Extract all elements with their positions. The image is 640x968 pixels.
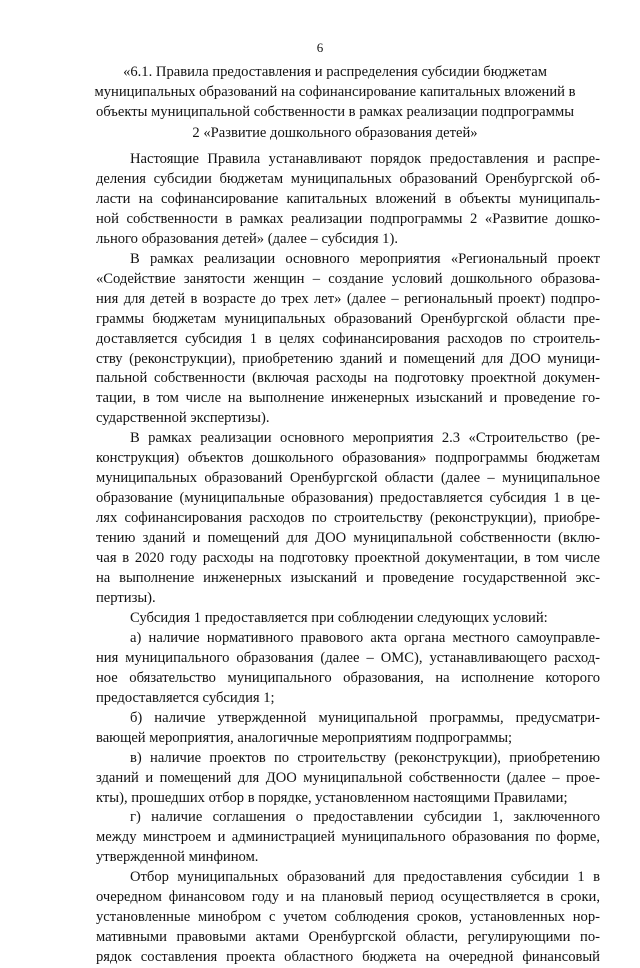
text-line: г) наличие соглашения о предоставлении субсидии 1, заключенного [130, 809, 600, 826]
text-line: на выполнение инженерных изысканий и проведение государственной экс- [96, 570, 600, 587]
text-line: граммы бюджетам муниципальных образований Оренбургской области пре- [96, 310, 600, 327]
text-line: рядок составления проекта областного бюджета на очередной финансовый [96, 949, 600, 966]
text-line: пертизы). [96, 589, 156, 606]
text-line: а) наличие нормативного правового акта органа местного самоуправле- [130, 629, 600, 646]
text-line: мативными правовыми актами Оренбургской области, регулирующими по- [96, 929, 600, 946]
paragraph [96, 609, 600, 629]
text-line: в) наличие проектов по строительству (реконструкции), приобретению [130, 749, 600, 766]
text-line: конструкция) объектов дошкольного образования» подпрограммы бюджетам [96, 450, 600, 467]
text-line: Субсидия 1 предоставляется при соблюдении следующих условий: [130, 609, 548, 626]
section-heading [70, 62, 600, 143]
text-line: пальной собственности (включая расходы на подготовку проектной докумен- [96, 370, 600, 387]
text-line: ное обязательство муниципального образования, на исполнение которого [96, 669, 600, 686]
text-line: «Содействие занятости женщин – создание условий дошкольного образова- [96, 270, 600, 287]
text-line: доставляется субсидия 1 в целях софинансирования расходов по строитель- [96, 330, 600, 347]
text-line: ния для детей в возрасте до трех лет» (далее – региональный проект) подпро- [96, 290, 600, 307]
text-line: В рамках реализации основного мероприятия «Региональный проект [130, 250, 600, 267]
text-line: ной собственности в рамках реализации подпрограммы 2 «Развитие дошко- [96, 210, 600, 227]
heading-line: муниципальных образований на софинансирование капитальных вложений в [94, 84, 576, 101]
text-line: вающей мероприятия, аналогичные мероприятиям подпрограммы; [96, 729, 513, 746]
text-line: б) наличие утвержденной муниципальной программы, предусматри- [130, 709, 600, 726]
paragraph [96, 250, 600, 430]
text-line: сударственной экспертизы). [96, 410, 270, 427]
document-body [96, 150, 600, 968]
page-number: 6 [316, 40, 324, 55]
paragraph [96, 709, 600, 749]
text-line: чая в 2020 году расходы на подготовку проектной документации, в том числе [96, 550, 600, 567]
text-line: льного образования детей» (далее – субсидия 1). [96, 230, 398, 247]
text-line: деления субсидии бюджетам муниципальных образований Оренбургской об- [96, 170, 600, 187]
paragraph [96, 808, 600, 868]
text-line: установленные минобром с учетом соблюдения сроков, установленных нор- [96, 909, 600, 926]
text-line: кты), прошедших отбор в порядке, установленном настоящими Правилами; [96, 789, 568, 806]
paragraph [96, 629, 600, 709]
text-line: очередном финансовом году и на плановый период осуществляется в сроки, [96, 889, 600, 906]
text-line: муниципальных образований Оренбургской области (далее – муниципальное [96, 470, 600, 487]
paragraph [96, 868, 600, 968]
text-line: образование (муниципальные образования) предоставляется субсидия 1 в це- [96, 490, 600, 507]
heading-line: 2 «Развитие дошкольного образования детей» [192, 124, 478, 141]
text-line: утвержденной минфином. [96, 849, 259, 866]
text-line: В рамках реализации основного мероприятия 2.3 «Строительство (ре- [130, 430, 600, 447]
text-line: ству (реконструкции), приобретению зданий и помещений для ДОО муници- [96, 350, 600, 367]
text-line: ласти на софинансирование капитальных вложений в объекты муниципаль- [96, 190, 600, 207]
text-line: Отбор муниципальных образований для предоставления субсидии 1 в [130, 869, 600, 886]
text-line: тению зданий и помещений для ДОО муниципальной собственности (вклю- [96, 530, 600, 547]
text-line: предоставляется субсидия 1; [96, 689, 275, 706]
paragraph [96, 150, 600, 250]
text-line: тации, в том числе на выполнение инженерных изысканий и проведение го- [96, 390, 600, 407]
paragraph [96, 429, 600, 609]
text-line: между минстроем и администрацией муниципального образования по форме, [96, 829, 600, 846]
text-line: зданий и помещений для ДОО муниципальной собственности (далее – прое- [96, 769, 600, 786]
text-line: Настоящие Правила устанавливают порядок предоставления и распре- [130, 151, 600, 167]
text-line: лях софинансирования расходов по строительству (реконструкции), приобре- [96, 510, 600, 527]
paragraph [96, 749, 600, 809]
heading-line: «6.1. Правила предоставления и распределения субсидии бюджетам [123, 64, 547, 80]
heading-line: объекты муниципальной собственности в рамках реализации подпрограммы [95, 104, 575, 121]
text-line: ния муниципального образования (далее – ОМС), устанавливающего расход- [96, 649, 600, 666]
